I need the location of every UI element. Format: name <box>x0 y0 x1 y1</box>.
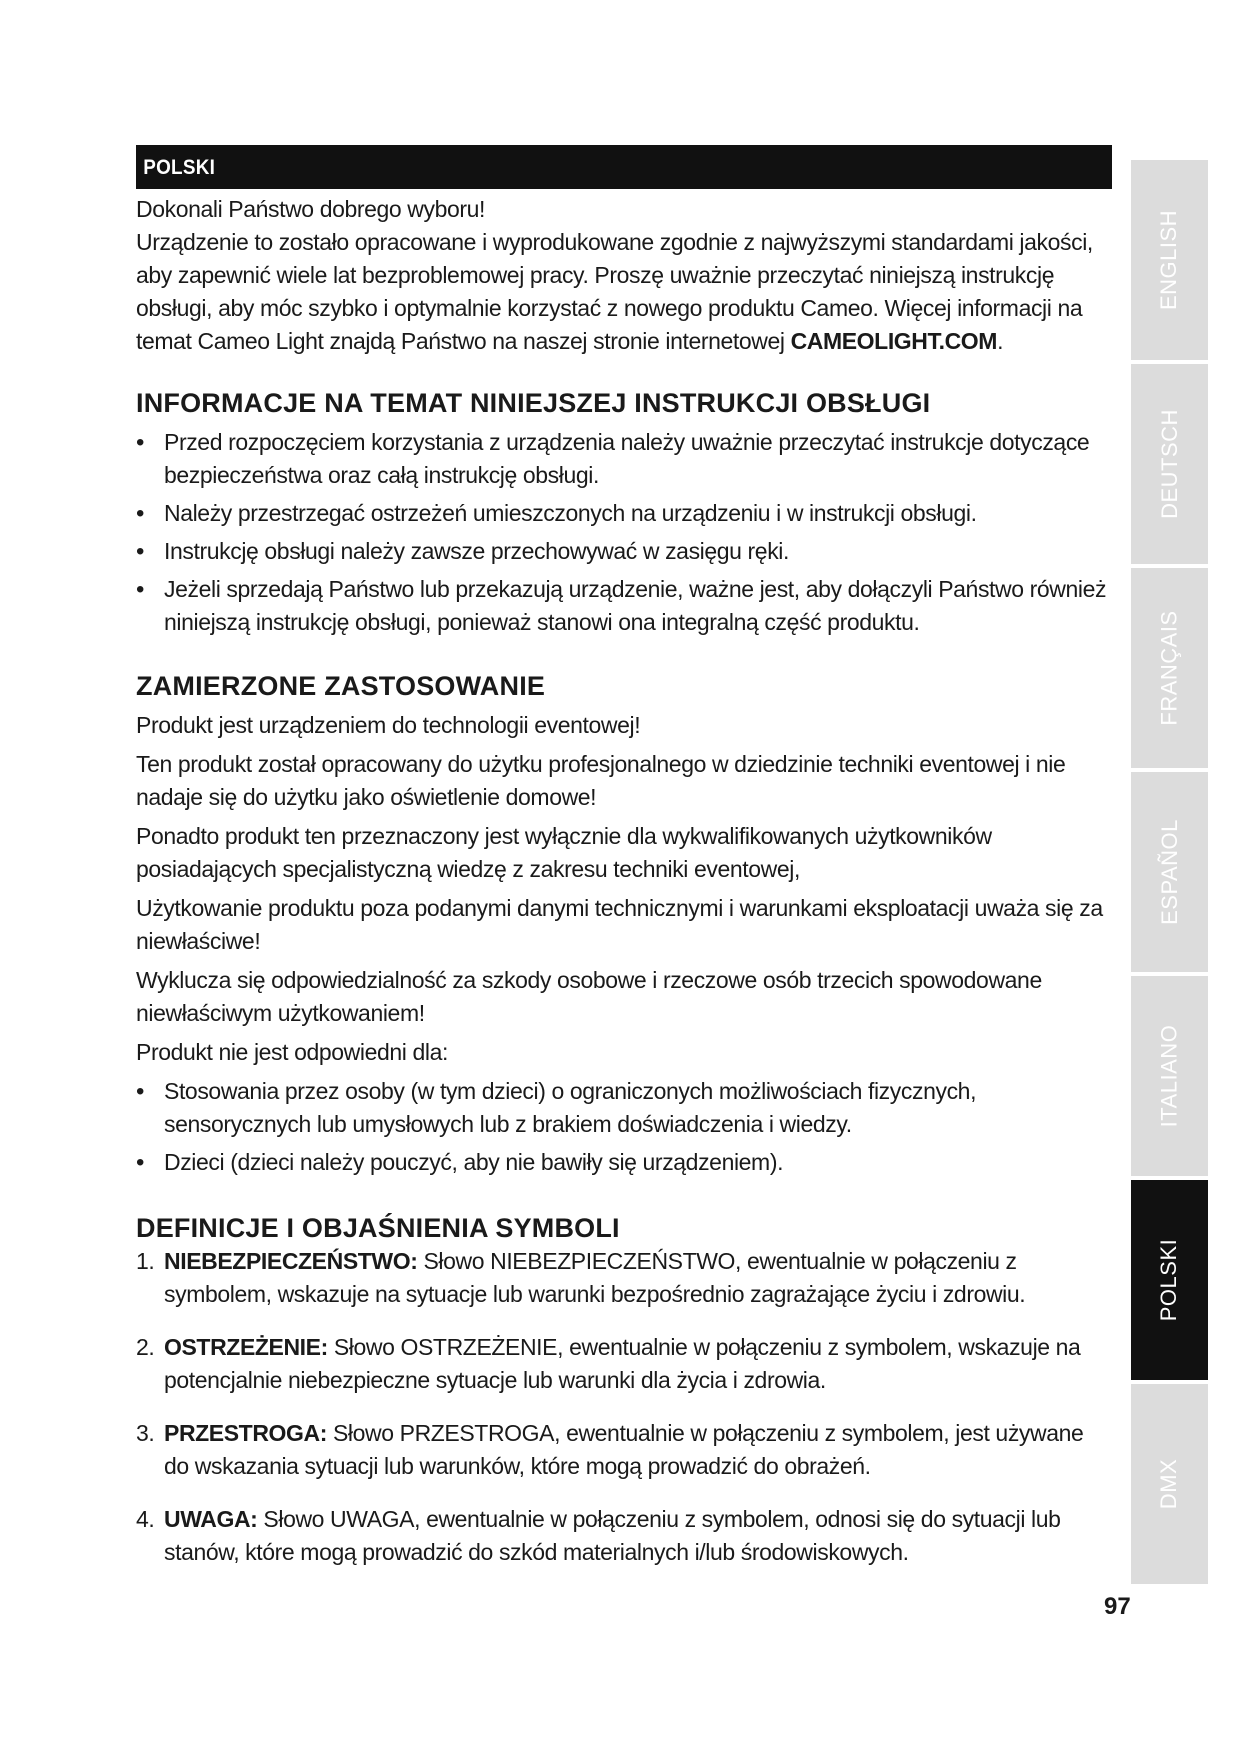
intended-use-paragraph: Ten produkt został opracowany do użytku profesjonalnego w dziedzinie techniki eventowej i nie nadaje się do użytku jako oświetlenie domowe! <box>136 751 1066 810</box>
item-number: 4. <box>136 1506 155 1532</box>
intro-block <box>136 193 1112 358</box>
item-term: UWAGA: <box>164 1506 258 1532</box>
item-text: Słowo OSTRZEŻENIE, ewentualnie w połączeniu z symbolem, wskazuje na potencjalnie niebezpieczne sytuacje lub warunki dla życia i zdrowia. <box>164 1334 1081 1393</box>
list-item: • Należy przestrzegać ostrzeżeń umieszczonych na urządzeniu i w instrukcji obsługi. <box>136 497 1112 530</box>
item-term: NIEBEZPIECZEŃSTWO: <box>164 1248 418 1274</box>
tab-label: ITALIANO <box>1156 1024 1182 1128</box>
tab-label: POLSKI <box>1156 1238 1182 1322</box>
intended-use-paragraph: Produkt jest urządzeniem do technologii eventowej! <box>136 712 641 738</box>
tab-label: ENGLISH <box>1156 209 1182 311</box>
item-text: Słowo UWAGA, ewentualnie w połączeniu z symbolem, odnosi się do sytuacji lub stanów, które mogą prowadzić do szkód materialnych i/lub środowiskowych. <box>164 1506 1061 1565</box>
numbered-item <box>136 1417 1112 1483</box>
intro-text: Urządzenie to zostało opracowane i wyprodukowane zgodnie z najwyższymi standardami jakości, aby zapewnić wiele lat bezproblemowej pracy. Proszę uważnie przeczytać niniejszą instrukcję obsługi, aby móc szybko i optymalnie korzystać z nowego produktu Cameo. Więcej informacji na temat Cameo Light znajdą Państwo na naszej stronie internetowej <box>136 229 1093 354</box>
intro-end: . <box>997 328 1004 354</box>
page-content <box>136 145 1112 1569</box>
language-header-bar <box>136 145 1112 189</box>
intended-use-paragraph: Produkt nie jest odpowiedni dla: <box>136 1039 448 1065</box>
intro-greeting: Dokonali Państwo dobrego wyboru! <box>136 196 486 222</box>
item-number: 3. <box>136 1420 155 1446</box>
numbered-item <box>136 1331 1112 1397</box>
not-suitable-list <box>136 1075 1112 1179</box>
item-term: PRZESTROGA: <box>164 1420 327 1446</box>
item-text: Słowo NIEBEZPIECZEŃSTWO, ewentualnie w połączeniu z symbolem, wskazuje na sytuacje lub warunki bezpośrednio zagrażające życiu i zdrowiu. <box>164 1248 1026 1307</box>
tab-italiano[interactable] <box>1131 976 1208 1176</box>
tab-deutsch[interactable] <box>1131 364 1208 564</box>
item-text: Słowo PRZESTROGA, ewentualnie w połączeniu z symbolem, jest używane do wskazania sytuacji lub warunków, które mogą prowadzić do obrażeń. <box>164 1420 1084 1479</box>
item-number: 2. <box>136 1334 155 1360</box>
tab-francais[interactable] <box>1131 568 1208 768</box>
intended-use-block <box>136 709 1112 1069</box>
tab-label: DEUTSCH <box>1156 409 1182 519</box>
numbered-item <box>136 1503 1112 1569</box>
item-number: 1. <box>136 1248 155 1274</box>
list-item: • Dzieci (dzieci należy pouczyć, aby nie bawiły się urządzeniem). <box>136 1146 1112 1179</box>
section-title-manual-info: INFORMACJE NA TEMAT NINIEJSZEJ INSTRUKCJI OBSŁUGI <box>136 388 931 418</box>
tab-label: ESPAÑOL <box>1156 819 1182 925</box>
list-item: • Jeżeli sprzedają Państwo lub przekazują urządzenie, ważne jest, aby dołączyli Państwo również niniejszą instrukcję obsługi, ponieważ stanowi ona integralną część produktu. <box>136 573 1112 639</box>
manual-info-list <box>136 426 1112 639</box>
item-term: OSTRZEŻENIE: <box>164 1334 328 1360</box>
numbered-item <box>136 1245 1112 1311</box>
tab-label: DMX <box>1156 1458 1182 1510</box>
section-title-symbols: DEFINICJE I OBJAŚNIENIA SYMBOLI <box>136 1213 620 1243</box>
tab-english[interactable] <box>1131 160 1208 360</box>
tab-espanol[interactable] <box>1131 772 1208 972</box>
intended-use-paragraph: Wyklucza się odpowiedzialność za szkody osobowe i rzeczowe osób trzecich spowodowane niewłaściwym użytkowaniem! <box>136 967 1042 1026</box>
page-number: 97 <box>1104 1593 1131 1620</box>
list-item: • Przed rozpoczęciem korzystania z urządzenia należy uważnie przeczytać instrukcje dotyczące bezpieczeństwa oraz całą instrukcję obsługi. <box>136 426 1112 492</box>
tab-dmx[interactable] <box>1131 1384 1208 1584</box>
list-item: • Stosowania przez osoby (w tym dzieci) o ograniczonych możliwościach fizycznych, sensorycznych lub umysłowych lub z brakiem doświadczenia i wiedzy. <box>136 1075 1112 1141</box>
website-link[interactable]: CAMEOLIGHT.COM <box>790 328 998 354</box>
tab-polski[interactable] <box>1131 1180 1208 1380</box>
symbols-list <box>136 1245 1112 1569</box>
list-item: • Instrukcję obsługi należy zawsze przechowywać w zasięgu ręki. <box>136 535 1112 568</box>
intro-paragraph <box>136 226 1112 358</box>
section-title-intended-use: ZAMIERZONE ZASTOSOWANIE <box>136 671 546 701</box>
language-header-label: POLSKI <box>136 145 1112 189</box>
intended-use-paragraph: Użytkowanie produktu poza podanymi danymi technicznymi i warunkami eksploatacji uważa się za niewłaściwe! <box>136 895 1103 954</box>
intended-use-paragraph: Ponadto produkt ten przeznaczony jest wyłącznie dla wykwalifikowanych użytkowników posiadających specjalistyczną wiedzę z zakresu techniki eventowej, <box>136 823 992 882</box>
tab-label: FRANÇAIS <box>1156 610 1182 726</box>
